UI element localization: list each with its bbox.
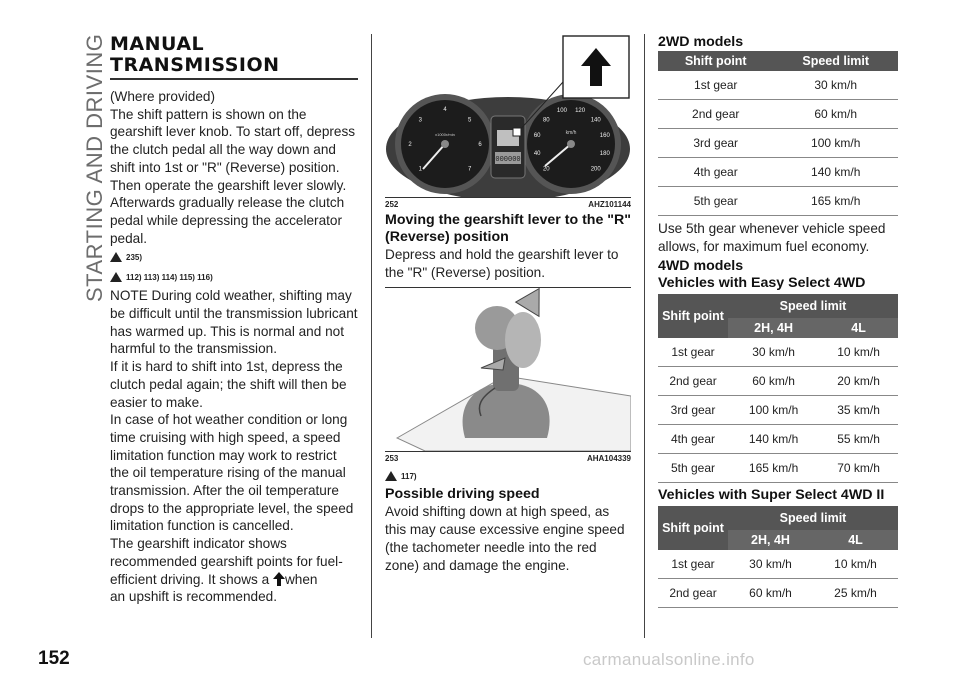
table-cell: 60 km/h xyxy=(728,367,819,396)
reverse-heading: Moving the gearshift lever to the "R" (Reverse) position xyxy=(385,212,632,245)
col-shift-point: Shift point xyxy=(658,294,728,338)
possible-speed-reference[interactable] xyxy=(385,466,631,486)
column-divider xyxy=(371,34,372,638)
table-cell: 140 km/h xyxy=(773,158,898,187)
gauge-tick-label: 1 xyxy=(418,166,422,173)
table-cell: 10 km/h xyxy=(813,550,898,579)
super-select-table xyxy=(658,506,898,608)
odometer-readout: 000000 xyxy=(495,156,521,164)
table-cell: 100 km/h xyxy=(728,396,819,425)
gauge-tick-label: 5 xyxy=(468,117,472,124)
easy-select-table xyxy=(658,294,898,483)
table-row xyxy=(658,129,898,158)
title-rule xyxy=(110,78,358,80)
table-row xyxy=(658,158,898,187)
intro-paragraph: (Where provided) The shift pattern is shown on the gearshift lever knob. To start off, depress the clutch pedal all the way down and shift into 1st or "R" (Reverse) position. Then operate the gearshift lever slowly. Afterwards gradually release the clutch pedal while depressing the accelerator pedal. xyxy=(110,89,356,246)
col-4l: 4L xyxy=(819,318,898,338)
table-cell: 30 km/h xyxy=(728,550,813,579)
table-row xyxy=(658,71,898,100)
gauge-tick-label: 120 xyxy=(575,108,586,115)
figure-caption xyxy=(385,197,631,209)
figure-instrument-cluster xyxy=(385,34,631,197)
gearshift-lever-image xyxy=(385,288,631,451)
table-cell: 1st gear xyxy=(658,550,728,579)
col-speed-limit: Speed limit xyxy=(728,506,898,530)
tach-unit: x1000r/min xyxy=(435,132,455,137)
figure-code: AHZ101144 xyxy=(588,200,631,209)
table-cell: 2nd gear xyxy=(658,579,728,608)
table-cell: 3rd gear xyxy=(658,129,773,158)
table-row xyxy=(658,187,898,216)
gauge-tick-label: 60 xyxy=(533,132,541,139)
gauge-tick-label: 3 xyxy=(418,117,422,124)
note-tail-a: when xyxy=(284,571,318,587)
table-row xyxy=(658,550,898,579)
table-cell: 55 km/h xyxy=(819,425,898,454)
table-cell: 60 km/h xyxy=(773,100,898,129)
figure-code: AHA104339 xyxy=(586,454,631,464)
table-cell: 4th gear xyxy=(658,425,728,454)
table-cell: 35 km/h xyxy=(819,396,898,425)
column-middle xyxy=(385,34,631,574)
table-cell: 100 km/h xyxy=(773,129,898,158)
possible-ref-text: 117) xyxy=(401,471,417,481)
table-cell: 60 km/h xyxy=(728,579,813,608)
table-cell: 165 km/h xyxy=(773,187,898,216)
gauge-tick-label: 180 xyxy=(599,151,610,158)
gauge-tick-label: 40 xyxy=(533,151,541,158)
table-row xyxy=(658,425,898,454)
gauge-tick-label: 7 xyxy=(468,166,472,173)
figure-number: 252 xyxy=(385,200,399,209)
2wd-speed-table xyxy=(658,51,898,216)
note-tail-b: an upshift is recommended. xyxy=(110,589,277,605)
note-references[interactable] xyxy=(110,267,358,287)
4wd-heading: 4WD models xyxy=(658,258,744,275)
easy-select-heading: Vehicles with Easy Select 4WD xyxy=(658,275,866,292)
column-right xyxy=(658,34,900,608)
title-line-2: TRANSMISSION xyxy=(110,54,280,76)
figure-caption xyxy=(385,451,631,463)
col-shift-point: Shift point xyxy=(658,506,728,550)
table-cell: 165 km/h xyxy=(728,454,819,483)
table-row xyxy=(658,454,898,483)
5th-gear-tip: Use 5th gear whenever vehicle speed allows, for maximum fuel economy. xyxy=(658,221,886,254)
gauge-tick-label: 140 xyxy=(590,117,601,124)
table-cell: 1st gear xyxy=(658,71,773,100)
gauge-tick-label: 100 xyxy=(556,108,567,115)
column-divider xyxy=(644,34,645,638)
upshift-arrow-icon xyxy=(273,572,285,586)
speed-unit: km/h xyxy=(565,130,577,136)
col-speed-limit: Speed limit xyxy=(728,294,898,318)
table-row xyxy=(658,100,898,129)
col-4l: 4L xyxy=(813,530,898,550)
gauge-tick-label: 80 xyxy=(542,117,550,124)
table-cell: 5th gear xyxy=(658,187,773,216)
table-cell: 3rd gear xyxy=(658,396,728,425)
page-number: 152 xyxy=(38,648,70,669)
watermark: carmanualsonline.info xyxy=(583,650,755,669)
column-left xyxy=(110,34,358,606)
table-cell: 5th gear xyxy=(658,454,728,483)
table-cell: 25 km/h xyxy=(813,579,898,608)
gauge-tick-label: 6 xyxy=(478,142,482,148)
col-2h-4h: 2H, 4H xyxy=(728,318,819,338)
gauge-tick-label: 160 xyxy=(599,132,610,139)
table-cell: 30 km/h xyxy=(773,71,898,100)
figure-number: 253 xyxy=(385,454,399,464)
possible-speed-heading: Possible driving speed xyxy=(385,486,540,503)
table-row xyxy=(658,396,898,425)
section-title xyxy=(110,34,358,76)
super-select-heading: Vehicles with Super Select 4WD II xyxy=(658,487,885,504)
instrument-cluster-image xyxy=(385,34,631,197)
gauge-tick-label: 200 xyxy=(590,166,601,173)
warning-reference[interactable] xyxy=(110,247,358,267)
table-cell: 4th gear xyxy=(658,158,773,187)
table-cell: 30 km/h xyxy=(728,338,819,367)
col-speed-limit: Speed limit xyxy=(773,51,898,71)
reverse-text: Depress and hold the gearshift lever to the "R" (Reverse) position. xyxy=(385,247,619,280)
table-row xyxy=(658,367,898,396)
table-cell: 70 km/h xyxy=(819,454,898,483)
table-cell: 2nd gear xyxy=(658,100,773,129)
gauge-tick-label: 4 xyxy=(443,107,447,113)
sidebar-chapter-title xyxy=(38,20,107,320)
col-2h-4h: 2H, 4H xyxy=(728,530,813,550)
title-line-1: MANUAL xyxy=(110,33,205,55)
note-paragraph xyxy=(110,287,358,606)
warning-triangle-icon xyxy=(110,272,122,282)
table-cell: 2nd gear xyxy=(658,367,728,396)
chapter-title-text: STARTING AND DRIVING xyxy=(82,33,107,302)
warning-triangle-icon xyxy=(110,252,122,262)
table-cell: 1st gear xyxy=(658,338,728,367)
possible-speed-text: Avoid shifting down at high speed, as this may cause excessive engine speed (the tachometer needle into the red zone) and damage the engine. xyxy=(385,504,625,573)
table-row xyxy=(658,579,898,608)
warning-ref-text: 235) xyxy=(126,252,143,262)
note-text: NOTE During cold weather, shifting may be difficult until the transmission lubricant has warmed up. This is normal and not harmful to the transmission. If it is hard to shift into 1st, depress the clutch pedal again; the shift will then be easier to make. In case of hot weather condition or long time cruising with high speed, a speed limitation function may work to restrict the oil temperature rising of the manual transmission. After the oil temperature drops to the appropriate level, the speed limitation function is cancelled. The gearshift indicator shows recommended gearshift points for fuel-efficient driving. It shows a xyxy=(110,288,358,587)
table-cell: 20 km/h xyxy=(819,367,898,396)
table-cell: 140 km/h xyxy=(728,425,819,454)
figure-gearshift-lever xyxy=(385,288,631,451)
table-cell: 10 km/h xyxy=(819,338,898,367)
warning-triangle-icon xyxy=(385,471,397,481)
gauge-tick-label: 2 xyxy=(408,142,412,148)
note-ref-text: 112) 113) 114) 115) 116) xyxy=(126,272,213,282)
2wd-heading: 2WD models xyxy=(658,34,744,50)
gauge-tick-label: 20 xyxy=(542,166,550,173)
table-row xyxy=(658,338,898,367)
col-shift-point: Shift point xyxy=(658,51,773,71)
